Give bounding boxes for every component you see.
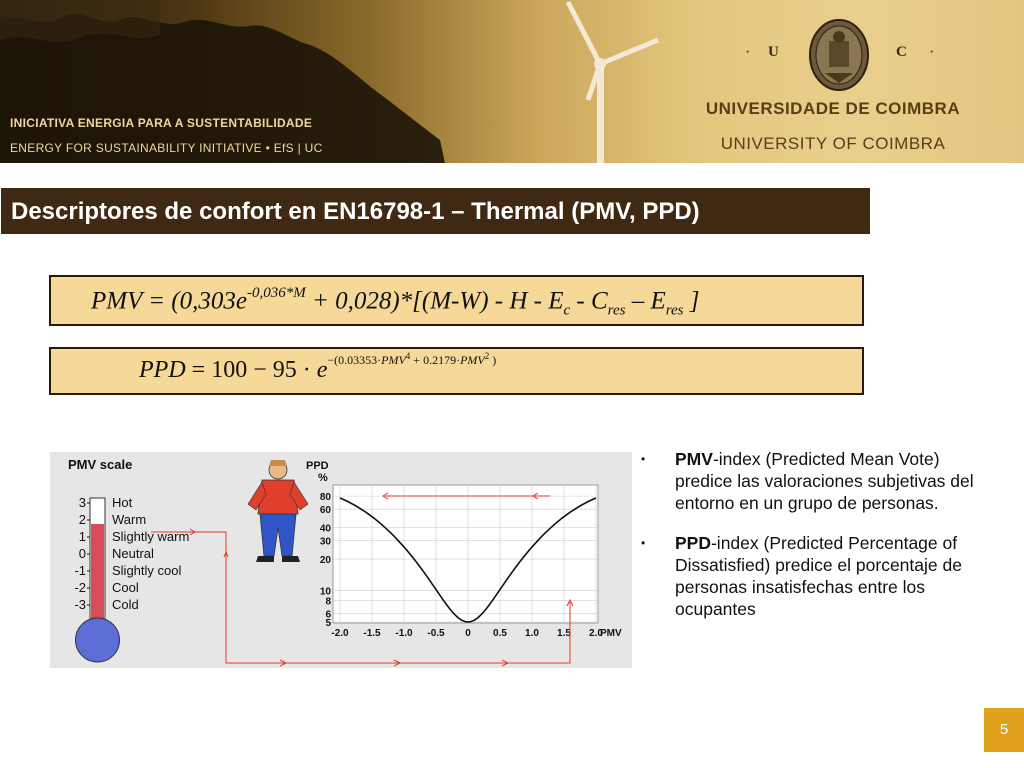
pmv-formula-part: – E xyxy=(625,287,666,315)
pmv-formula-subscript: c xyxy=(563,302,571,319)
ppd-x-tick-label: 1.0 xyxy=(525,628,539,639)
ppd-formula-box xyxy=(49,347,864,395)
ppd-x-tick-label: -1.5 xyxy=(363,628,381,639)
slide-title: Descriptores de confort en EN16798-1 – Thermal (PMV, PPD) xyxy=(11,198,700,225)
pmv-formula-subscript: res xyxy=(665,302,684,319)
ppd-y-tick-label: 20 xyxy=(319,555,331,567)
ppd-x-tick-label: 0.5 xyxy=(493,628,507,639)
uc-letter-u: U xyxy=(768,44,779,60)
person-illustration xyxy=(248,460,308,562)
ppd-formula-part: = 100 − 95 · xyxy=(185,357,317,383)
initiative-title-en: ENERGY FOR SUSTAINABILITY INITIATIVE • EfS | UC xyxy=(10,141,323,155)
ppd-y-tick-label: 8 xyxy=(325,596,331,608)
ppd-y-tick-label: 80 xyxy=(319,492,331,504)
pmv-ppd-diagram xyxy=(50,452,632,668)
thermometer-fill xyxy=(91,524,104,626)
page-number-badge: 5 xyxy=(984,708,1024,752)
ppd-formula xyxy=(139,351,497,384)
pmv-formula-part: + 0,028)*[(M-W) - H - E xyxy=(305,287,564,315)
ppd-axis-unit: % xyxy=(318,472,328,484)
separator-dot: · xyxy=(929,44,935,61)
pmv-scale-label: Slightly warm xyxy=(112,529,190,544)
ppd-y-tick-label: 40 xyxy=(319,523,331,535)
pmv-scale-value: 0 xyxy=(78,546,86,561)
separator-dot: · xyxy=(745,44,751,61)
header-banner xyxy=(0,0,1024,163)
ppd-x-tick-label: -1.0 xyxy=(395,628,413,639)
pmv-formula-box xyxy=(49,275,864,326)
pmv-scale-label: Hot xyxy=(112,495,133,510)
university-seal-logo xyxy=(807,17,871,93)
pmv-scale-label: Warm xyxy=(112,512,147,527)
ppd-y-tick-label: 10 xyxy=(319,586,331,598)
pmv-scale-value: -1 xyxy=(74,563,86,578)
ppd-formula-exponent: −(0.03353·PMV4 + 0.2179·PMV2 ) xyxy=(327,351,497,367)
ppd-y-tick-label: 30 xyxy=(319,536,331,548)
bullet-item-ppd xyxy=(641,532,991,620)
pmv-formula-part: - C xyxy=(570,287,608,315)
ppd-formula-part: e xyxy=(316,357,328,383)
pmv-scale-value: 3 xyxy=(78,495,86,510)
bullet-list xyxy=(641,448,991,638)
ppd-x-tick-label: -2.0 xyxy=(331,628,349,639)
initiative-title-pt: INICIATIVA ENERGIA PARA A SUSTENTABILIDADE xyxy=(10,116,313,130)
pmv-scale-label: Neutral xyxy=(112,546,154,561)
ppd-x-axis-label: PMV xyxy=(600,628,622,639)
bullet-term: PPD xyxy=(675,533,711,553)
bullet-text: -index (Predicted Mean Vote) predice las valoraciones subjetivas del entorno en un grupo de personas. xyxy=(675,449,974,513)
pmv-formula xyxy=(91,287,700,319)
ppd-x-tick-label: 2.0 xyxy=(589,628,603,639)
pmv-ppd-figure xyxy=(50,452,632,668)
ppd-x-tick-label: 1.5 xyxy=(557,628,571,639)
pmv-scale-label: Cool xyxy=(112,580,139,595)
ppd-formula-part: PPD xyxy=(139,357,186,383)
pmv-scale-label: Cold xyxy=(112,597,139,612)
pmv-formula-subscript: res xyxy=(607,302,626,319)
pmv-scale-value: -3 xyxy=(74,597,86,612)
university-name-en: UNIVERSITY OF COIMBRA xyxy=(720,134,946,153)
pmv-formula-exponent: -0,036*M xyxy=(246,285,306,301)
ppd-x-tick-label: -0.5 xyxy=(427,628,445,639)
pmv-scale-value: -2 xyxy=(74,580,86,595)
bullet-dot: • xyxy=(641,452,646,466)
pmv-scale-label: Slightly cool xyxy=(112,563,182,578)
bullet-dot: • xyxy=(641,536,646,550)
pmv-formula-part: PMV = (0,303e xyxy=(91,287,247,315)
ppd-y-tick-label: 6 xyxy=(325,609,331,621)
ppd-y-tick-label: 60 xyxy=(319,505,331,517)
bullet-text: -index (Predicted Percentage of Dissatisfied) predice el porcentaje de personas insatisfechas entre los ocupantes xyxy=(675,533,962,619)
university-name-pt: UNIVERSIDADE DE COIMBRA xyxy=(705,99,961,118)
pmv-formula-part: ] xyxy=(683,287,700,315)
ppd-chart-plot-area xyxy=(333,485,598,623)
pmv-scale-title: PMV scale xyxy=(68,457,133,472)
bullet-term: PMV xyxy=(675,449,713,469)
pmv-scale-value: 2 xyxy=(78,512,86,527)
slide-title-bar xyxy=(1,188,870,234)
uc-letter-c: C xyxy=(896,44,907,60)
thermometer-bulb xyxy=(76,618,120,662)
ppd-y-tick-label: 5 xyxy=(325,618,331,629)
ppd-axis-title: PPD xyxy=(306,460,329,472)
pmv-scale-value: 1 xyxy=(78,529,86,544)
bullet-item-pmv xyxy=(641,448,991,514)
ppd-x-tick-label: 0 xyxy=(465,628,471,639)
